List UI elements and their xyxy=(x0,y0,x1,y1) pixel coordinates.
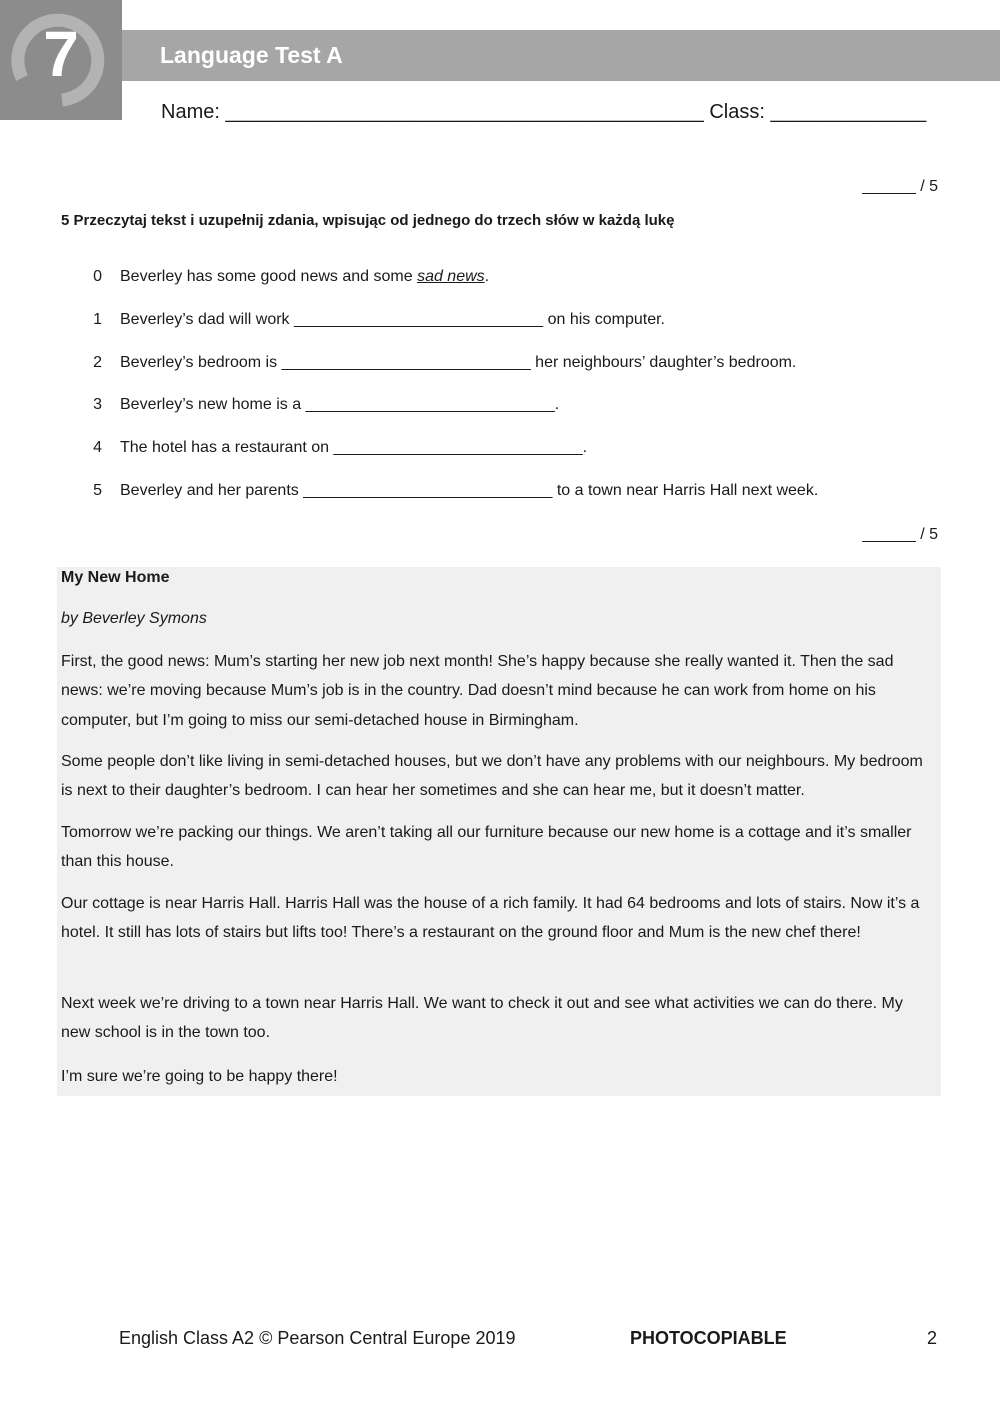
exercise-instruction: 5 Przeczytaj tekst i uzupełnij zdania, wpisując od jednego do trzech słów w każdą lukę xyxy=(61,212,675,229)
item-number: 4 xyxy=(93,439,102,456)
exercise-item-5 xyxy=(0,482,1000,506)
unit-badge xyxy=(0,0,122,120)
item-text xyxy=(120,354,796,372)
page-title: Language Test A xyxy=(160,42,343,68)
item-number: 5 xyxy=(93,482,102,499)
item-number: 1 xyxy=(93,311,102,328)
item-after: . xyxy=(582,439,588,456)
score-top: ______ / 5 xyxy=(862,178,938,195)
item-after: . xyxy=(484,268,490,285)
item-before: The hotel has a restaurant on xyxy=(120,439,334,456)
answer-blank[interactable]: ____________________________ xyxy=(303,482,553,499)
reading-paragraph: Our cottage is near Harris Hall. Harris Hall was the house of a rich family. It had 64 bedrooms and lots of stairs. Now it’s a hotel. It still has lots of stairs but lifts too! There’s a restaurant on the ground floor and Mum is the new chef there! xyxy=(61,895,920,942)
item-before: Beverley’s bedroom is xyxy=(120,354,282,371)
reading-paragraph: I’m sure we’re going to be happy there! xyxy=(61,1068,338,1085)
item-number: 0 xyxy=(93,268,102,285)
page-number: 2 xyxy=(927,1328,938,1348)
item-before: Beverley’s dad will work xyxy=(120,311,294,328)
name-class-line xyxy=(161,101,926,124)
exercise-item-2 xyxy=(0,354,1000,378)
item-after: her neighbours’ daughter’s bedroom. xyxy=(530,354,797,371)
exercise-item-0 xyxy=(0,268,1000,292)
item-text xyxy=(120,482,818,500)
reading-paragraph: Some people don’t like living in semi-detached houses, but we don’t have any problems with our neighbours. My bedroom is next to their daughter’s bedroom. I can hear her sometimes and she can hear me, but it doesn’t matter. xyxy=(61,753,923,800)
item-text xyxy=(120,268,489,286)
item-number: 2 xyxy=(93,354,102,371)
item-after: to a town near Harris Hall next week. xyxy=(552,482,819,499)
reading-paragraph: Tomorrow we’re packing our things. We aren’t taking all our furniture because our new home is a cottage and it’s smaller than this house. xyxy=(61,824,912,871)
footer-copyright: English Class A2 © Pearson Central Europe 2019 xyxy=(119,1328,516,1348)
item-text xyxy=(120,311,665,329)
item-before: Beverley and her parents xyxy=(120,482,304,499)
exercise-item-4 xyxy=(0,439,1000,463)
exercise-item-1 xyxy=(0,311,1000,335)
reading-title: My New Home xyxy=(61,569,170,586)
answer-blank[interactable]: ____________________________ xyxy=(305,396,555,413)
footer-photocopiable: PHOTOCOPIABLE xyxy=(630,1328,787,1348)
score-bottom: ______ / 5 xyxy=(862,526,938,543)
answer-blank[interactable]: ____________________________ xyxy=(294,311,544,328)
item-text xyxy=(120,439,587,457)
answer-blank[interactable]: ____________________________ xyxy=(333,439,583,456)
item-number: 3 xyxy=(93,396,102,413)
item-before: Beverley’s new home is a xyxy=(120,396,306,413)
name-field[interactable]: ___________________________________________ xyxy=(225,101,704,123)
class-label: Class: xyxy=(709,101,765,123)
item-text xyxy=(120,396,559,414)
reading-text-box xyxy=(57,567,941,1096)
unit-number: 7 xyxy=(43,18,79,90)
reading-author: by Beverley Symons xyxy=(61,610,207,627)
item-after: . xyxy=(554,396,560,413)
title-bar xyxy=(122,30,1000,81)
name-label: Name: xyxy=(161,101,220,123)
sample-answer: sad news xyxy=(417,268,485,285)
class-field[interactable]: ______________ xyxy=(770,101,927,123)
reading-paragraph: Next week we’re driving to a town near Harris Hall. We want to check it out and see what activities we can do there. My new school is in the town too. xyxy=(61,995,903,1042)
answer-blank[interactable]: ____________________________ xyxy=(281,354,531,371)
item-after: on his computer. xyxy=(543,311,665,328)
exercise-item-3 xyxy=(0,396,1000,420)
reading-paragraph: First, the good news: Mum’s starting her new job next month! She’s happy because she really wanted it. Then the sad news: we’re moving because Mum’s job is in the country. Dad doesn’t mind because he can work from home on his computer, but I’m going to miss our semi-detached house in Birmingham. xyxy=(61,653,894,729)
item-before: Beverley has some good news and some xyxy=(120,268,418,285)
